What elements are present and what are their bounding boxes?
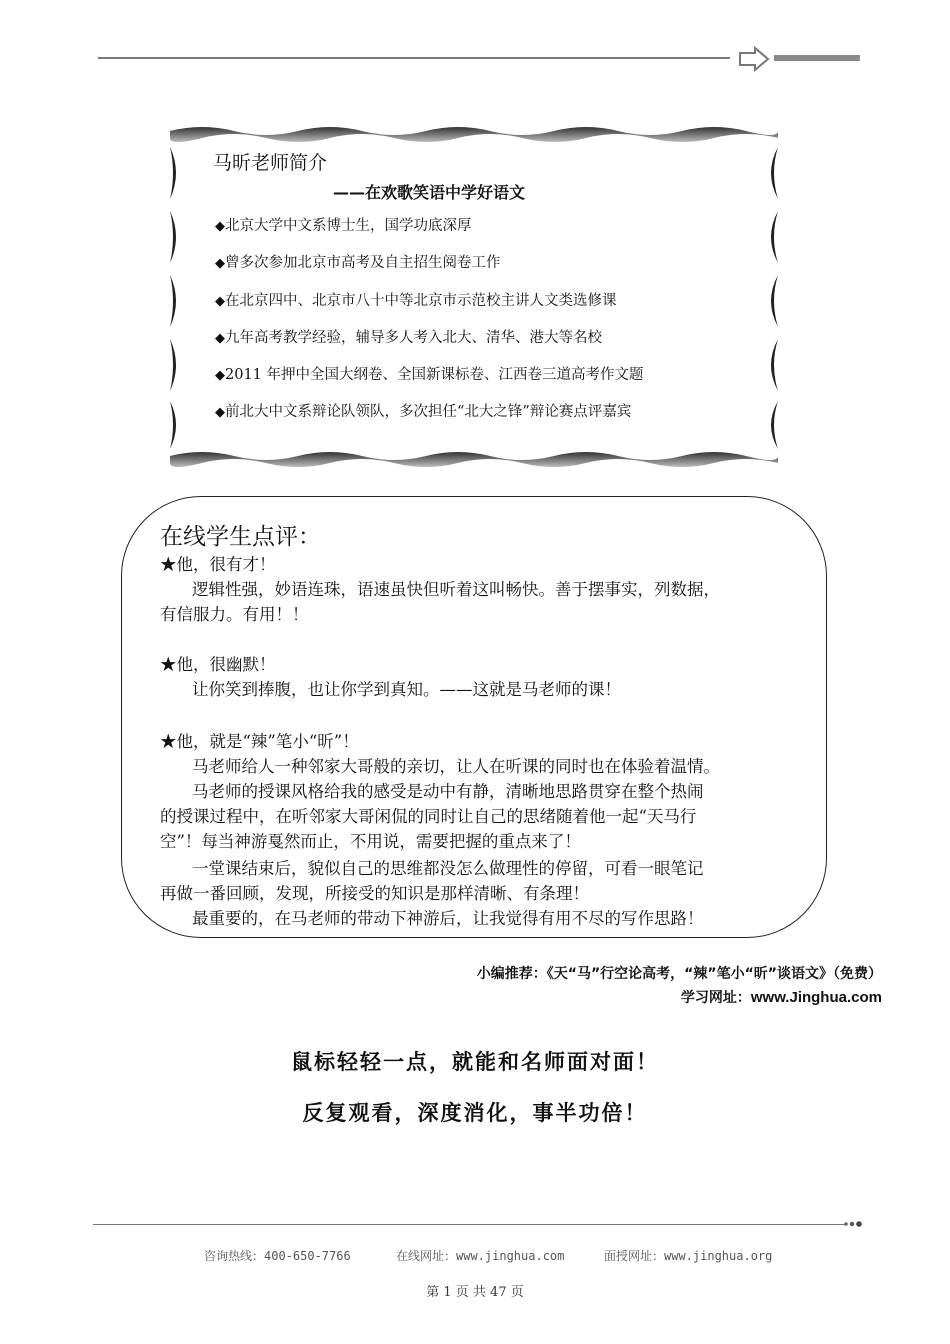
diamond-icon: ◆ [215,219,225,234]
slogan: 鼠标轻轻一点，就能和名师面对面！ [291,1050,659,1074]
comment-text: 让你笑到捧腹，也让你学到真知。——这就是马老师的课！ [192,680,621,699]
website-line: 学习网址：www.Jinghua.com [680,989,882,1006]
diamond-icon: ◆ [215,294,225,309]
comment-text: 有信服力。有用！！ [160,605,309,624]
comment-text: 马老师给人一种邻家大哥般的亲切，让人在听课的同时也在体验着温情。 [192,757,720,776]
diamond-icon: ◆ [215,405,225,420]
diamond-icon: ◆ [215,331,225,346]
dots-icon [843,1219,863,1229]
intro-subtitle: ——在欢歌笑语中学好语文 [333,183,526,202]
website-link[interactable]: www.Jinghua.com [750,989,882,1006]
intro-bullet: ◆在北京四中、北京市八十中等北京市示范校主讲人文类选修课 [215,293,617,309]
comment-text: 马老师的授课风格给我的感受是动中有静，清晰地思路贯穿在整个热闹 [192,782,704,801]
comment-heading: ★他，很幽默！ [160,655,276,674]
comment-text: 逻辑性强，妙语连珠，语速虽快但听着这叫畅快。善于摆事实，列数据， [192,580,720,599]
diamond-icon: ◆ [215,368,225,383]
footer-online-url[interactable]: 在线网址：www.jinghua.com [396,1249,565,1263]
header-rule [98,57,730,59]
footer-hotline: 咨询热线：400-650-7766 [204,1249,351,1263]
comment-text: 再做一番回顾，发现，所接受的知识是那样清晰、有条理！ [160,884,589,903]
comment-heading: ★他，就是“辣”笔小“昕”！ [160,732,359,751]
comment-text: 一堂课结束后，貌似自己的思维都没怎么做理性的停留，可看一眼笔记 [192,859,704,878]
comment-heading: ★他，很有才！ [160,555,276,574]
header-bar [774,55,860,61]
intro-bullet: ◆九年高考教学经验，辅导多人考入北大、清华、港大等名校 [215,330,602,346]
intro-bullet: ◆曾多次参加北京市高考及自主招生阅卷工作 [215,255,501,271]
arrow-right-icon [738,46,770,72]
comment-text: 最重要的，在马老师的带动下神游后，让我觉得有用不尽的写作思路！ [192,909,704,928]
intro-title: 马昕老师简介 [213,152,328,174]
intro-bullet: ◆前北大中文系辩论队领队，多次担任“北大之锋”辩论赛点评嘉宾 [215,404,632,420]
slogan: 反复观看，深度消化，事半功倍！ [302,1101,648,1125]
footer-rule [93,1224,845,1225]
comment-text: 空”！每当神游戛然而止，不用说，需要把握的重点来了！ [160,832,581,851]
intro-bullet: ◆北京大学中文系博士生，国学功底深厚 [215,218,472,234]
intro-bullet: ◆2011 年押中全国大纲卷、全国新课标卷、江西卷三道高考作文题 [215,367,644,383]
recommendation-text: 小编推荐：《天“马”行空论高考，“辣”笔小“昕”谈语文》（免费） [476,966,882,982]
footer-offline-url[interactable]: 面授网址：www.jinghua.org [604,1249,773,1263]
comments-title: 在线学生点评： [160,524,321,550]
page-number: 第 1 页 共 47 页 [426,1285,524,1300]
comment-text: 的授课过程中，在听邻家大哥闲侃的同时让自己的思绪随着他一起“天马行 [160,807,697,826]
diamond-icon: ◆ [215,256,225,271]
